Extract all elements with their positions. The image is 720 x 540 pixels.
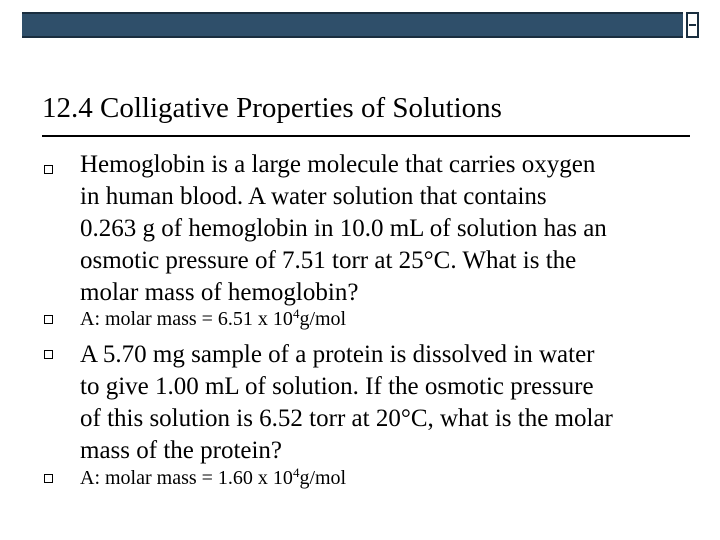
header-bar [22, 12, 683, 38]
answer-2-exponent: 4 [292, 465, 300, 480]
answer-2-text: A: molar mass = 1.60 x 10 [80, 467, 293, 489]
square-bullet-icon [44, 315, 53, 324]
title-divider [42, 135, 690, 137]
answer-1-exponent: 4 [292, 306, 300, 321]
square-bullet-icon [44, 350, 53, 359]
slide-title: 12.4 Colligative Properties of Solutions [42, 92, 502, 124]
answer-1-unit: g/mol [299, 308, 347, 330]
answer-2 [80, 465, 690, 491]
answer-1-text: A: molar mass = 6.51 x 10 [80, 308, 293, 330]
question-1: Hemoglobin is a large molecule that carries oxygen in human blood. A water solution that contains 0.263 g of hemoglobin in 10.0 mL of solution has an osmotic pressure of 7.51 torr at 25°C. What is the molar mass of hemoglobin? [80, 151, 607, 306]
corner-box-icon [686, 12, 699, 38]
square-bullet-icon [44, 165, 53, 174]
square-bullet-icon [44, 474, 53, 483]
answer-2-unit: g/mol [299, 467, 347, 489]
question-2: A 5.70 mg sample of a protein is dissolved in water to give 1.00 mL of solution. If the osmotic pressure of this solution is 6.52 torr at 20°C, what is the molar mass of the protein? [80, 341, 613, 464]
answer-1 [80, 306, 690, 332]
